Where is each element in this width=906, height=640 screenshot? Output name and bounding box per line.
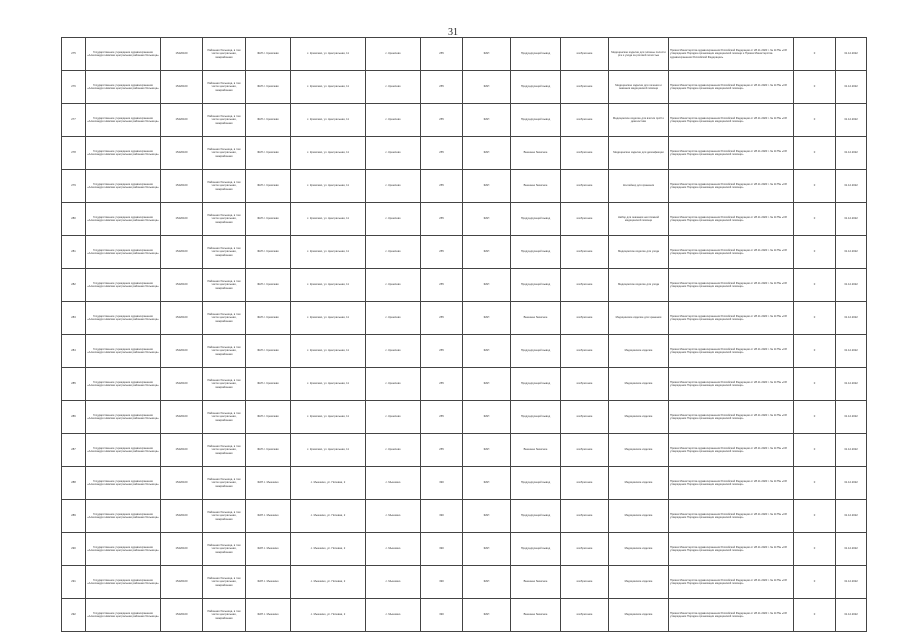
- division-type-cell: ФАП: [463, 170, 511, 203]
- item-description-cell: Набор для оказания неотложной медицинской помощи: [609, 203, 669, 236]
- locality-cell: с. Мышкино: [366, 500, 421, 533]
- item-description-cell: Медицинское изделие для ухода: [609, 269, 669, 302]
- population-cell: 255: [421, 71, 463, 104]
- division-name-cell: ФАП с. Кремлево: [246, 170, 291, 203]
- population-cell: 255: [421, 170, 463, 203]
- item-description-cell: Медицинское изделие: [609, 434, 669, 467]
- flag-value-cell: 0: [794, 302, 836, 335]
- owner-name-cell: Государственное учреждение здравоохранения «Александро-Невская центральная районная больница»: [86, 467, 161, 500]
- row-number-cell: 289: [62, 500, 86, 533]
- division-name-cell: ФАП с. Мышкино: [246, 599, 291, 632]
- product-type-cell: Продуцирующий вывод: [511, 236, 561, 269]
- org-status-cell: Районная больница, в том числе центральная, межрайонная: [203, 368, 246, 401]
- category-cell: изобретение: [561, 368, 609, 401]
- division-name-cell: ФАП с. Кремлево: [246, 104, 291, 137]
- population-cell: 390: [421, 599, 463, 632]
- address-cell: с. Мышкино, ул. Полевая, 2: [291, 566, 366, 599]
- table-row: [62, 500, 867, 533]
- owner-name-cell: Государственное учреждение здравоохранения «Александро-Невская центральная районная больница»: [86, 401, 161, 434]
- product-type-cell: Продуцирующий вывод: [511, 203, 561, 236]
- division-type-cell: ФАП: [463, 203, 511, 236]
- org-code-cell: 15420100: [161, 302, 203, 335]
- legal-basis-cell: Приказ Министерства здравоохранения Российской Федерации от 28.11.2020 г. № 1175н «Об утверждении Порядка организации медицинской помощи»: [669, 335, 794, 368]
- flag-value-cell: 0: [794, 533, 836, 566]
- locality-cell: с. Кремлево: [366, 401, 421, 434]
- org-status-cell: Районная больница, в том числе центральная, межрайонная: [203, 335, 246, 368]
- population-cell: 255: [421, 335, 463, 368]
- flag-value-cell: 0: [794, 71, 836, 104]
- product-type-cell: Внешнее базисное: [511, 566, 561, 599]
- org-code-cell: 15420100: [161, 500, 203, 533]
- address-cell: с. Кремлево, ул. Центральная, 11: [291, 335, 366, 368]
- item-description-cell: Медицинское изделие для взятия проб и диагностики: [609, 104, 669, 137]
- division-type-cell: ФАП: [463, 104, 511, 137]
- row-number-cell: 276: [62, 71, 86, 104]
- org-status-cell: Районная больница, в том числе центральная, межрайонная: [203, 170, 246, 203]
- address-cell: с. Мышкино, ул. Полевая, 2: [291, 533, 366, 566]
- row-number-cell: 275: [62, 38, 86, 71]
- org-status-cell: Районная больница, в том числе центральная, межрайонная: [203, 302, 246, 335]
- item-description-cell: Медицинское изделие: [609, 500, 669, 533]
- flag-value-cell: 0: [794, 500, 836, 533]
- owner-name-cell: Государственное учреждение здравоохранения «Александро-Невская центральная районная больница»: [86, 302, 161, 335]
- locality-cell: с. Кремлево: [366, 434, 421, 467]
- address-cell: с. Кремлево, ул. Центральная, 11: [291, 38, 366, 71]
- org-status-cell: Районная больница, в том числе центральная, межрайонная: [203, 71, 246, 104]
- division-type-cell: ФАП: [463, 566, 511, 599]
- due-date-cell: 31.12.2022: [836, 467, 867, 500]
- locality-cell: с. Кремлево: [366, 368, 421, 401]
- row-number-cell: 285: [62, 368, 86, 401]
- org-status-cell: Районная больница, в том числе центральная, межрайонная: [203, 203, 246, 236]
- category-cell: изобретение: [561, 599, 609, 632]
- category-cell: изобретение: [561, 434, 609, 467]
- org-status-cell: Районная больница, в том числе центральная, межрайонная: [203, 137, 246, 170]
- item-description-cell: Контейнер для хранения: [609, 170, 669, 203]
- org-code-cell: 15420100: [161, 170, 203, 203]
- legal-basis-cell: Приказ Министерства здравоохранения Российской Федерации от 28.11.2020 г. № 1175н «Об утверждении Порядка организации медицинской помощи»: [669, 500, 794, 533]
- population-cell: 255: [421, 203, 463, 236]
- division-name-cell: ФАП с. Кремлево: [246, 236, 291, 269]
- org-code-cell: 15420100: [161, 71, 203, 104]
- address-cell: с. Кремлево, ул. Центральная, 11: [291, 302, 366, 335]
- locality-cell: с. Мышкино: [366, 533, 421, 566]
- population-cell: 255: [421, 104, 463, 137]
- owner-name-cell: Государственное учреждение здравоохранения «Александро-Невская центральная районная больница»: [86, 566, 161, 599]
- due-date-cell: 31.12.2022: [836, 500, 867, 533]
- due-date-cell: 31.12.2022: [836, 203, 867, 236]
- row-number-cell: 290: [62, 533, 86, 566]
- population-cell: 255: [421, 38, 463, 71]
- item-description-cell: Медицинское изделие: [609, 401, 669, 434]
- row-number-cell: 282: [62, 269, 86, 302]
- division-name-cell: ФАП с. Кремлево: [246, 401, 291, 434]
- category-cell: изобретение: [561, 566, 609, 599]
- flag-value-cell: 0: [794, 104, 836, 137]
- org-code-cell: 15420100: [161, 566, 203, 599]
- population-cell: 255: [421, 137, 463, 170]
- division-name-cell: ФАП с. Кремлево: [246, 203, 291, 236]
- org-code-cell: 15420100: [161, 467, 203, 500]
- legal-basis-cell: Приказ Министерства здравоохранения Российской Федерации от 28.11.2020 г. № 1175н «Об утверждении Порядка организации медицинской помощи»: [669, 269, 794, 302]
- product-type-cell: Продуцирующий вывод: [511, 38, 561, 71]
- population-cell: 255: [421, 401, 463, 434]
- locality-cell: с. Кремлево: [366, 104, 421, 137]
- division-name-cell: ФАП с. Мышкино: [246, 566, 291, 599]
- division-type-cell: ФАП: [463, 467, 511, 500]
- org-status-cell: Районная больница, в том числе центральная, межрайонная: [203, 467, 246, 500]
- locality-cell: с. Кремлево: [366, 236, 421, 269]
- due-date-cell: 31.12.2022: [836, 104, 867, 137]
- owner-name-cell: Государственное учреждение здравоохранения «Александро-Невская центральная районная больница»: [86, 170, 161, 203]
- division-name-cell: ФАП с. Мышкино: [246, 500, 291, 533]
- division-type-cell: ФАП: [463, 500, 511, 533]
- table-row: [62, 170, 867, 203]
- division-name-cell: ФАП с. Кремлево: [246, 269, 291, 302]
- legal-basis-cell: Приказ Министерства здравоохранения Российской Федерации от 28.11.2020 г. № 1175н «Об утверждении Порядка организации медицинской помощи и Приказ Министерства здравоохранения Российской Федерации»: [669, 38, 794, 71]
- division-type-cell: ФАП: [463, 434, 511, 467]
- org-status-cell: Районная больница, в том числе центральная, межрайонная: [203, 566, 246, 599]
- product-type-cell: Продуцирующий вывод: [511, 368, 561, 401]
- address-cell: с. Мышкино, ул. Полевая, 2: [291, 500, 366, 533]
- row-number-cell: 288: [62, 467, 86, 500]
- locality-cell: с. Мышкино: [366, 599, 421, 632]
- locality-cell: с. Мышкино: [366, 467, 421, 500]
- population-cell: 255: [421, 302, 463, 335]
- flag-value-cell: 0: [794, 236, 836, 269]
- address-cell: с. Кремлево, ул. Центральная, 11: [291, 368, 366, 401]
- due-date-cell: 31.12.2022: [836, 335, 867, 368]
- product-type-cell: Внешнее базисное: [511, 302, 561, 335]
- row-number-cell: 281: [62, 236, 86, 269]
- item-description-cell: Медицинское изделие для лечения и оказания медицинской помощи: [609, 71, 669, 104]
- locality-cell: с. Мышкино: [366, 566, 421, 599]
- locality-cell: с. Кремлево: [366, 71, 421, 104]
- category-cell: изобретение: [561, 38, 609, 71]
- division-name-cell: ФАП с. Кремлево: [246, 368, 291, 401]
- item-description-cell: Медицинское изделие для хранения: [609, 302, 669, 335]
- org-status-cell: Районная больница, в том числе центральная, межрайонная: [203, 599, 246, 632]
- division-type-cell: ФАП: [463, 533, 511, 566]
- register-table: [61, 37, 867, 632]
- product-type-cell: Внешнее базисное: [511, 137, 561, 170]
- legal-basis-cell: Приказ Министерства здравоохранения Российской Федерации от 28.11.2020 г. № 1175н «Об утверждении Порядка организации медицинской помощи»: [669, 599, 794, 632]
- legal-basis-cell: Приказ Министерства здравоохранения Российской Федерации от 28.11.2020 г. № 1175н «Об утверждении Порядка организации медицинской помощи»: [669, 170, 794, 203]
- legal-basis-cell: Приказ Министерства здравоохранения Российской Федерации от 28.11.2020 г. № 1175н «Об утверждении Порядка организации медицинской помощи»: [669, 368, 794, 401]
- flag-value-cell: 0: [794, 170, 836, 203]
- product-type-cell: Продуцирующий вывод: [511, 269, 561, 302]
- division-name-cell: ФАП с. Кремлево: [246, 335, 291, 368]
- table-row: [62, 137, 867, 170]
- owner-name-cell: Государственное учреждение здравоохранения «Александро-Невская центральная районная больница»: [86, 335, 161, 368]
- due-date-cell: 31.12.2022: [836, 566, 867, 599]
- legal-basis-cell: Приказ Министерства здравоохранения Российской Федерации от 28.11.2020 г. № 1175н «Об утверждении Порядка организации медицинской помощи»: [669, 302, 794, 335]
- division-type-cell: ФАП: [463, 368, 511, 401]
- org-code-cell: 15420100: [161, 104, 203, 137]
- due-date-cell: 31.12.2022: [836, 302, 867, 335]
- row-number-cell: 277: [62, 104, 86, 137]
- flag-value-cell: 0: [794, 269, 836, 302]
- due-date-cell: 31.12.2022: [836, 368, 867, 401]
- table-row: [62, 302, 867, 335]
- category-cell: изобретение: [561, 533, 609, 566]
- legal-basis-cell: Приказ Министерства здравоохранения Российской Федерации от 28.11.2020 г. № 1175н «Об утверждении Порядка организации медицинской помощи»: [669, 104, 794, 137]
- row-number-cell: 278: [62, 137, 86, 170]
- table-row: [62, 269, 867, 302]
- division-type-cell: ФАП: [463, 401, 511, 434]
- row-number-cell: 280: [62, 203, 86, 236]
- category-cell: изобретение: [561, 401, 609, 434]
- locality-cell: с. Кремлево: [366, 170, 421, 203]
- owner-name-cell: Государственное учреждение здравоохранения «Александро-Невская центральная районная больница»: [86, 236, 161, 269]
- division-type-cell: ФАП: [463, 71, 511, 104]
- population-cell: 390: [421, 467, 463, 500]
- page-number: 31: [448, 27, 458, 38]
- legal-basis-cell: Приказ Министерства здравоохранения Российской Федерации от 28.11.2020 г. № 1175н «Об утверждении Порядка организации медицинской помощи»: [669, 533, 794, 566]
- product-type-cell: Внешнее базисное: [511, 170, 561, 203]
- org-code-cell: 15420100: [161, 533, 203, 566]
- owner-name-cell: Государственное учреждение здравоохранения «Александро-Невская центральная районная больница»: [86, 137, 161, 170]
- legal-basis-cell: Приказ Министерства здравоохранения Российской Федерации от 28.11.2020 г. № 1175н «Об утверждении Порядка организации медицинской помощи»: [669, 467, 794, 500]
- org-code-cell: 15420100: [161, 137, 203, 170]
- product-type-cell: Продуцирующий вывод: [511, 104, 561, 137]
- table-row: [62, 566, 867, 599]
- flag-value-cell: 0: [794, 467, 836, 500]
- address-cell: с. Кремлево, ул. Центральная, 11: [291, 434, 366, 467]
- due-date-cell: 31.12.2022: [836, 170, 867, 203]
- division-name-cell: ФАП с. Кремлево: [246, 71, 291, 104]
- due-date-cell: 31.12.2022: [836, 434, 867, 467]
- locality-cell: с. Кремлево: [366, 203, 421, 236]
- item-description-cell: Медицинское изделие: [609, 599, 669, 632]
- product-type-cell: Продуцирующий вывод: [511, 335, 561, 368]
- owner-name-cell: Государственное учреждение здравоохранения «Александро-Невская центральная районная больница»: [86, 368, 161, 401]
- category-cell: изобретение: [561, 203, 609, 236]
- category-cell: изобретение: [561, 335, 609, 368]
- legal-basis-cell: Приказ Министерства здравоохранения Российской Федерации от 28.11.2020 г. № 1175н «Об утверждении Порядка организации медицинской помощи»: [669, 236, 794, 269]
- table-row: [62, 38, 867, 71]
- owner-name-cell: Государственное учреждение здравоохранения «Александро-Невская центральная районная больница»: [86, 203, 161, 236]
- legal-basis-cell: Приказ Министерства здравоохранения Российской Федерации от 28.11.2020 г. № 1175н «Об утверждении Порядка организации медицинской помощи»: [669, 203, 794, 236]
- org-code-cell: 15420100: [161, 599, 203, 632]
- item-description-cell: Медицинское изделие для гигиены полости рта и ухода за ротовой полостью: [609, 38, 669, 71]
- org-code-cell: 15420100: [161, 38, 203, 71]
- flag-value-cell: 0: [794, 368, 836, 401]
- item-description-cell: Медицинское изделие для ухода: [609, 236, 669, 269]
- population-cell: 255: [421, 368, 463, 401]
- product-type-cell: Продуцирующий вывод: [511, 467, 561, 500]
- address-cell: с. Кремлево, ул. Центральная, 11: [291, 71, 366, 104]
- flag-value-cell: 0: [794, 38, 836, 71]
- category-cell: изобретение: [561, 104, 609, 137]
- flag-value-cell: 0: [794, 434, 836, 467]
- population-cell: 390: [421, 566, 463, 599]
- category-cell: изобретение: [561, 269, 609, 302]
- product-type-cell: Продуцирующий вывод: [511, 71, 561, 104]
- row-number-cell: 291: [62, 566, 86, 599]
- product-type-cell: Продуцирующий вывод: [511, 401, 561, 434]
- row-number-cell: 283: [62, 302, 86, 335]
- table-row: [62, 203, 867, 236]
- population-cell: 255: [421, 269, 463, 302]
- item-description-cell: Медицинское изделие: [609, 566, 669, 599]
- division-name-cell: ФАП с. Кремлево: [246, 302, 291, 335]
- product-type-cell: Продуцирующий вывод: [511, 500, 561, 533]
- row-number-cell: 287: [62, 434, 86, 467]
- due-date-cell: 31.12.2022: [836, 401, 867, 434]
- org-code-cell: 15420100: [161, 401, 203, 434]
- row-number-cell: 284: [62, 335, 86, 368]
- division-name-cell: ФАП с. Мышкино: [246, 467, 291, 500]
- due-date-cell: 31.12.2022: [836, 137, 867, 170]
- category-cell: изобретение: [561, 302, 609, 335]
- population-cell: 390: [421, 533, 463, 566]
- table-row: [62, 401, 867, 434]
- population-cell: 255: [421, 236, 463, 269]
- division-type-cell: ФАП: [463, 335, 511, 368]
- table-row: [62, 236, 867, 269]
- address-cell: с. Мышкино, ул. Полевая, 2: [291, 599, 366, 632]
- locality-cell: с. Кремлево: [366, 38, 421, 71]
- division-type-cell: ФАП: [463, 137, 511, 170]
- address-cell: с. Кремлево, ул. Центральная, 11: [291, 137, 366, 170]
- table-row: [62, 335, 867, 368]
- product-type-cell: Внешнее базисное: [511, 599, 561, 632]
- due-date-cell: 31.12.2022: [836, 533, 867, 566]
- owner-name-cell: Государственное учреждение здравоохранения «Александро-Невская центральная районная больница»: [86, 71, 161, 104]
- division-type-cell: ФАП: [463, 38, 511, 71]
- product-type-cell: Продуцирующий вывод: [511, 533, 561, 566]
- category-cell: изобретение: [561, 170, 609, 203]
- locality-cell: с. Кремлево: [366, 137, 421, 170]
- item-description-cell: Медицинское изделие для дезинфекции: [609, 137, 669, 170]
- org-status-cell: Районная больница, в том числе центральная, межрайонная: [203, 269, 246, 302]
- division-type-cell: ФАП: [463, 236, 511, 269]
- owner-name-cell: Государственное учреждение здравоохранения «Александро-Невская центральная районная больница»: [86, 269, 161, 302]
- division-type-cell: ФАП: [463, 269, 511, 302]
- flag-value-cell: 0: [794, 566, 836, 599]
- table-row: [62, 104, 867, 137]
- locality-cell: с. Кремлево: [366, 269, 421, 302]
- category-cell: изобретение: [561, 236, 609, 269]
- division-name-cell: ФАП с. Кремлево: [246, 137, 291, 170]
- table-row: [62, 71, 867, 104]
- legal-basis-cell: Приказ Министерства здравоохранения Российской Федерации от 28.11.2020 г. № 1175н «Об утверждении Порядка организации медицинской помощи»: [669, 566, 794, 599]
- org-status-cell: Районная больница, в том числе центральная, межрайонная: [203, 38, 246, 71]
- legal-basis-cell: Приказ Министерства здравоохранения Российской Федерации от 28.11.2020 г. № 1175н «Об утверждении Порядка организации медицинской помощи»: [669, 401, 794, 434]
- address-cell: с. Кремлево, ул. Центральная, 11: [291, 401, 366, 434]
- table-row: [62, 533, 867, 566]
- item-description-cell: Медицинское изделие: [609, 467, 669, 500]
- due-date-cell: 31.12.2022: [836, 236, 867, 269]
- due-date-cell: 31.12.2022: [836, 599, 867, 632]
- locality-cell: с. Кремлево: [366, 335, 421, 368]
- item-description-cell: Медицинское изделие: [609, 368, 669, 401]
- org-status-cell: Районная больница, в том числе центральная, межрайонная: [203, 533, 246, 566]
- table-row: [62, 368, 867, 401]
- division-name-cell: ФАП с. Кремлево: [246, 434, 291, 467]
- org-status-cell: Районная больница, в том числе центральная, межрайонная: [203, 236, 246, 269]
- owner-name-cell: Государственное учреждение здравоохранения «Александро-Невская центральная районная больница»: [86, 434, 161, 467]
- product-type-cell: Внешнее базисное: [511, 434, 561, 467]
- row-number-cell: 292: [62, 599, 86, 632]
- org-code-cell: 15420100: [161, 368, 203, 401]
- legal-basis-cell: Приказ Министерства здравоохранения Российской Федерации от 28.11.2020 г. № 1175н «Об утверждении Порядка организации медицинской помощи»: [669, 434, 794, 467]
- item-description-cell: Медицинское изделие: [609, 533, 669, 566]
- table-row: [62, 599, 867, 632]
- legal-basis-cell: Приказ Министерства здравоохранения Российской Федерации от 28.11.2020 г. № 1175н «Об утверждении Порядка организации медицинской помощи»: [669, 137, 794, 170]
- division-name-cell: ФАП с. Мышкино: [246, 533, 291, 566]
- address-cell: с. Кремлево, ул. Центральная, 11: [291, 104, 366, 137]
- org-status-cell: Районная больница, в том числе центральная, межрайонная: [203, 500, 246, 533]
- flag-value-cell: 0: [794, 599, 836, 632]
- population-cell: 390: [421, 500, 463, 533]
- owner-name-cell: Государственное учреждение здравоохранения «Александро-Невская центральная районная больница»: [86, 38, 161, 71]
- due-date-cell: 31.12.2022: [836, 71, 867, 104]
- address-cell: с. Кремлево, ул. Центральная, 11: [291, 203, 366, 236]
- flag-value-cell: 0: [794, 203, 836, 236]
- division-name-cell: ФАП с. Кремлево: [246, 38, 291, 71]
- category-cell: изобретение: [561, 467, 609, 500]
- org-status-cell: Районная больница, в том числе центральная, межрайонная: [203, 401, 246, 434]
- category-cell: изобретение: [561, 500, 609, 533]
- owner-name-cell: Государственное учреждение здравоохранения «Александро-Невская центральная районная больница»: [86, 533, 161, 566]
- table-row: [62, 467, 867, 500]
- due-date-cell: 31.12.2022: [836, 269, 867, 302]
- population-cell: 255: [421, 434, 463, 467]
- flag-value-cell: 0: [794, 137, 836, 170]
- table-row: [62, 434, 867, 467]
- division-type-cell: ФАП: [463, 599, 511, 632]
- row-number-cell: 279: [62, 170, 86, 203]
- flag-value-cell: 0: [794, 401, 836, 434]
- table-body: [62, 38, 867, 632]
- address-cell: с. Кремлево, ул. Центральная, 11: [291, 236, 366, 269]
- org-code-cell: 15420100: [161, 335, 203, 368]
- org-code-cell: 15420100: [161, 203, 203, 236]
- owner-name-cell: Государственное учреждение здравоохранения «Александро-Невская центральная районная больница»: [86, 500, 161, 533]
- row-number-cell: 286: [62, 401, 86, 434]
- category-cell: изобретение: [561, 137, 609, 170]
- division-type-cell: ФАП: [463, 302, 511, 335]
- org-code-cell: 15420100: [161, 434, 203, 467]
- org-status-cell: Районная больница, в том числе центральная, межрайонная: [203, 434, 246, 467]
- flag-value-cell: 0: [794, 335, 836, 368]
- owner-name-cell: Государственное учреждение здравоохранения «Александро-Невская центральная районная больница»: [86, 104, 161, 137]
- item-description-cell: Медицинское изделие: [609, 335, 669, 368]
- due-date-cell: 31.12.2022: [836, 38, 867, 71]
- org-status-cell: Районная больница, в том числе центральная, межрайонная: [203, 104, 246, 137]
- org-code-cell: 15420100: [161, 236, 203, 269]
- org-code-cell: 15420100: [161, 269, 203, 302]
- category-cell: изобретение: [561, 71, 609, 104]
- address-cell: с. Кремлево, ул. Центральная, 11: [291, 170, 366, 203]
- legal-basis-cell: Приказ Министерства здравоохранения Российской Федерации от 28.11.2020 г. № 1175н «Об утверждении Порядка организации медицинской помощи»: [669, 71, 794, 104]
- address-cell: с. Кремлево, ул. Центральная, 11: [291, 269, 366, 302]
- address-cell: с. Мышкино, ул. Полевая, 2: [291, 467, 366, 500]
- locality-cell: с. Кремлево: [366, 302, 421, 335]
- owner-name-cell: Государственное учреждение здравоохранения «Александро-Невская центральная районная больница»: [86, 599, 161, 632]
